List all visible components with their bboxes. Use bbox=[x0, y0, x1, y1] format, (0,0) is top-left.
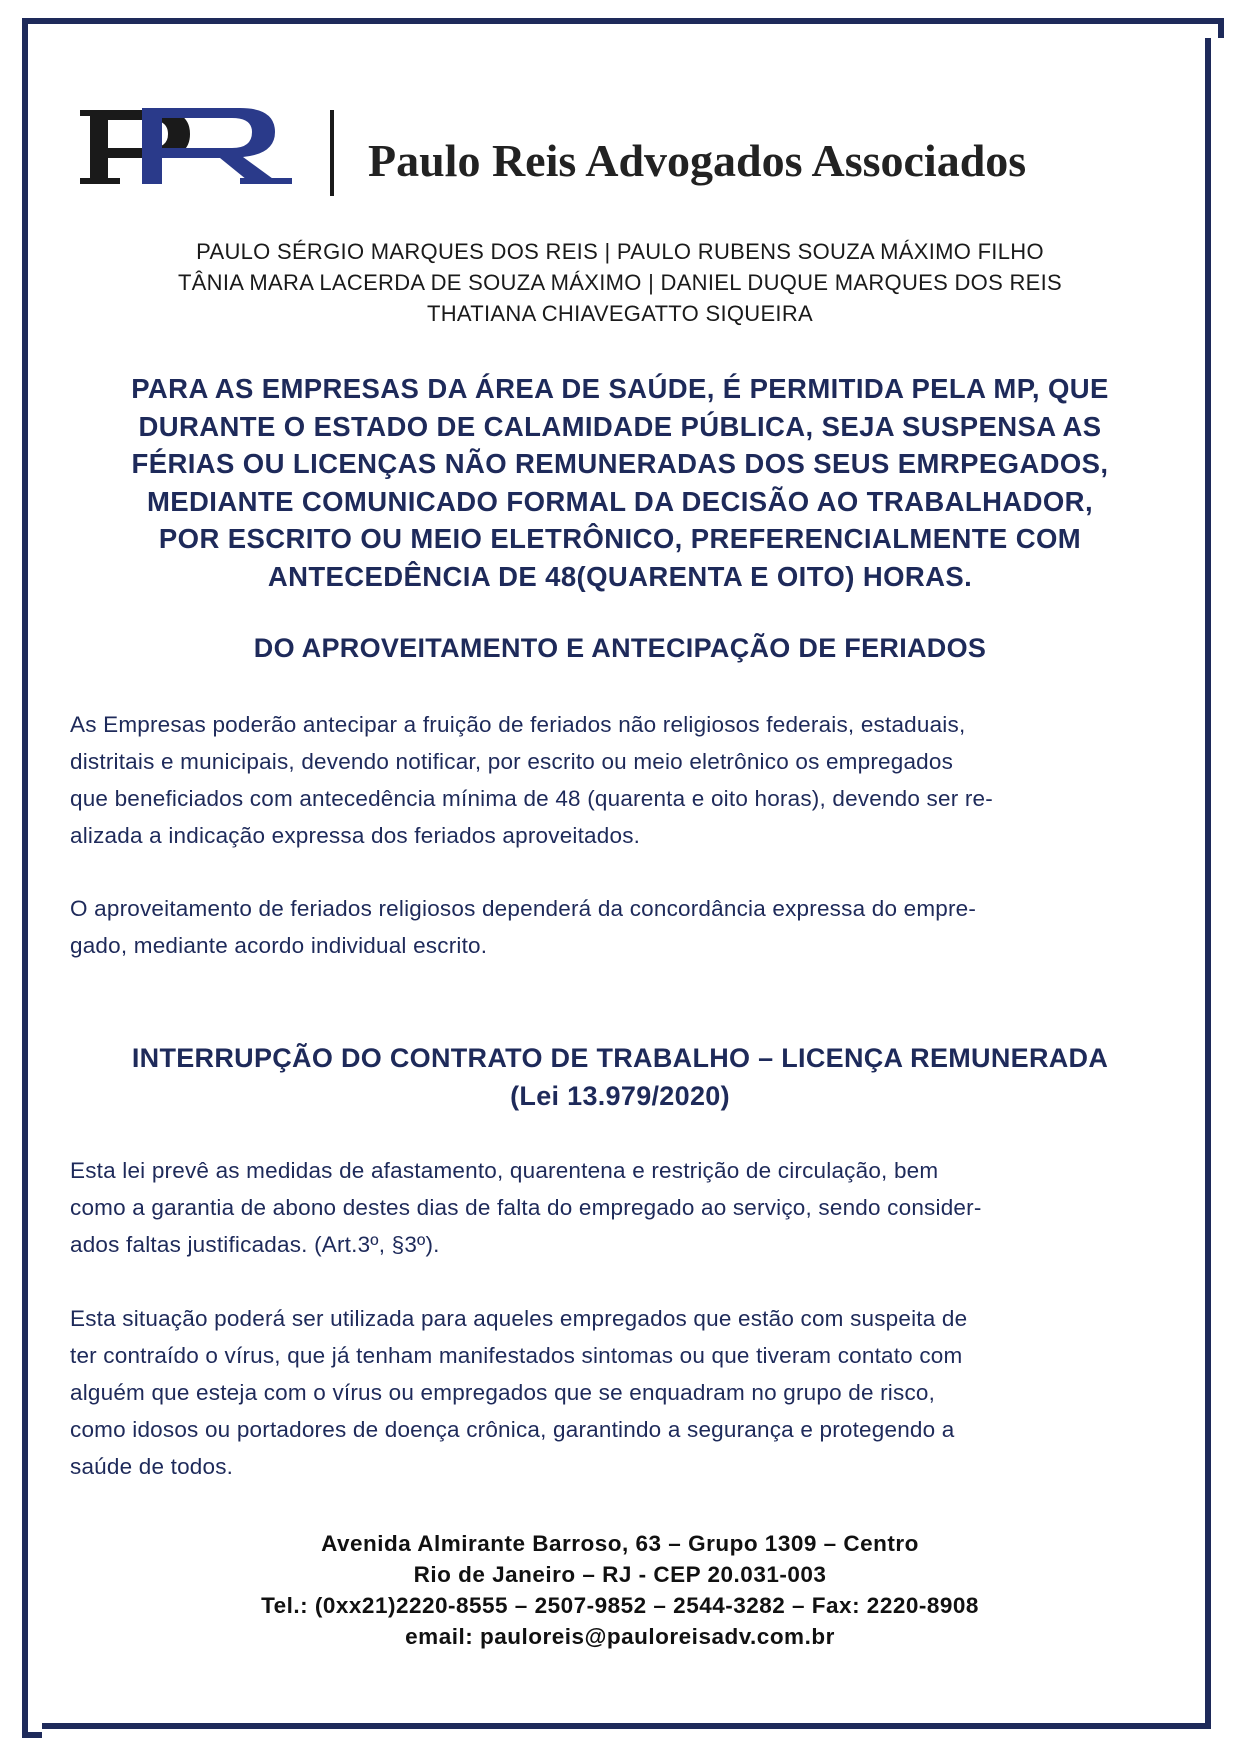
heading-line: INTERRUPÇÃO DO CONTRATO DE TRABALHO – LICENÇA REMUNERADA bbox=[131, 1043, 1109, 1073]
text-line: distritais e municipais, devendo notificar, por escrito ou meio eletrônico os empregados bbox=[70, 749, 954, 774]
text-line: O aproveitamento de feriados religiosos dependerá da concordância expressa do empre- bbox=[70, 896, 977, 921]
feriados-paragraph-2 bbox=[70, 890, 1180, 964]
interrupcao-paragraph-1 bbox=[70, 1152, 1180, 1263]
text-line: gado, mediante acordo individual escrito. bbox=[70, 933, 488, 958]
text-line: como idosos ou portadores de doença crônica, garantindo a segurança e protegendo a bbox=[70, 1417, 955, 1442]
text-line: As Empresas poderão antecipar a fruição de feriados não religiosos federais, estaduais, bbox=[70, 712, 966, 737]
partners-list bbox=[60, 236, 1180, 329]
footer-email: email: pauloreis@pauloreisadv.com.br bbox=[405, 1624, 835, 1649]
partners-line: THATIANA CHIAVEGATTO SIQUEIRA bbox=[426, 301, 814, 326]
partners-line: TÂNIA MARA LACERDA DE SOUZA MÁXIMO | DANIEL DUQUE MARQUES DOS REIS bbox=[177, 270, 1063, 295]
footer-address: Avenida Almirante Barroso, 63 – Grupo 1309 – Centro bbox=[321, 1531, 919, 1556]
notice-line: PARA AS EMPRESAS DA ÁREA DE SAÚDE, É PERMITIDA PELA MP, QUE bbox=[131, 373, 1109, 404]
letterhead bbox=[80, 92, 1160, 212]
text-line: ter contraído o vírus, que já tenham manifestados sintomas ou que tiveram contato com bbox=[70, 1343, 963, 1368]
border-corner-top-right bbox=[1204, 18, 1224, 38]
notice-line: ANTECEDÊNCIA DE 48(QUARENTA E OITO) HORAS. bbox=[267, 560, 973, 592]
heading-feriados: DO APROVEITAMENTO E ANTECIPAÇÃO DE FERIADOS bbox=[253, 633, 987, 663]
contact-footer bbox=[60, 1528, 1180, 1652]
text-line: como a garantia de abono destes dias de falta do empregado ao serviço, sendo consider- bbox=[70, 1195, 982, 1220]
firm-name: Paulo Reis Advogados Associados bbox=[368, 135, 1027, 186]
feriados-paragraph-1 bbox=[70, 706, 1180, 854]
notice-line: MEDIANTE COMUNICADO FORMAL DA DECISÃO AO TRABALHADOR, bbox=[147, 485, 1093, 517]
health-sector-notice bbox=[70, 370, 1170, 595]
notice-line: POR ESCRITO OU MEIO ELETRÔNICO, PREFERENCIALMENTE COM bbox=[158, 523, 1082, 554]
text-line: Esta lei prevê as medidas de afastamento, quarentena e restrição de circulação, bem bbox=[70, 1158, 939, 1183]
text-line: saúde de todos. bbox=[70, 1454, 234, 1479]
interrupcao-paragraph-2 bbox=[70, 1300, 1180, 1485]
footer-phones: Tel.: (0xx21)2220-8555 – 2507-9852 – 2544-3282 – Fax: 2220-8908 bbox=[261, 1593, 979, 1618]
logo-letter-p bbox=[80, 110, 190, 184]
border-corner-bottom-left bbox=[22, 1718, 42, 1738]
text-line: alizada a indicação expressa dos feriados aproveitados. bbox=[70, 823, 641, 848]
notice-line: DURANTE O ESTADO DE CALAMIDADE PÚBLICA, SEJA SUSPENSA AS bbox=[138, 410, 1102, 442]
text-line: ados faltas justificadas. (Art.3º, §3º). bbox=[70, 1232, 440, 1257]
heading-subline: (Lei 13.979/2020) bbox=[510, 1081, 730, 1111]
partners-line: PAULO SÉRGIO MARQUES DOS REIS | PAULO RUBENS SOUZA MÁXIMO FILHO bbox=[196, 239, 1044, 264]
heading-interrupcao bbox=[60, 1039, 1180, 1115]
text-line: Esta situação poderá ser utilizada para aqueles empregados que estão com suspeita de bbox=[70, 1306, 968, 1331]
firm-logo-mark bbox=[80, 102, 305, 192]
footer-city: Rio de Janeiro – RJ - CEP 20.031-003 bbox=[413, 1562, 827, 1587]
logo-divider bbox=[330, 110, 334, 196]
text-line: alguém que esteja com o vírus ou empregados que se enquadram no grupo de risco, bbox=[70, 1380, 936, 1405]
text-line: que beneficiados com antecedência mínima de 48 (quarenta e oito horas), devendo ser re- bbox=[70, 786, 993, 811]
notice-line: FÉRIAS OU LICENÇAS NÃO REMUNERADAS DOS SEUS EMRPEGADOS, bbox=[131, 448, 1109, 479]
